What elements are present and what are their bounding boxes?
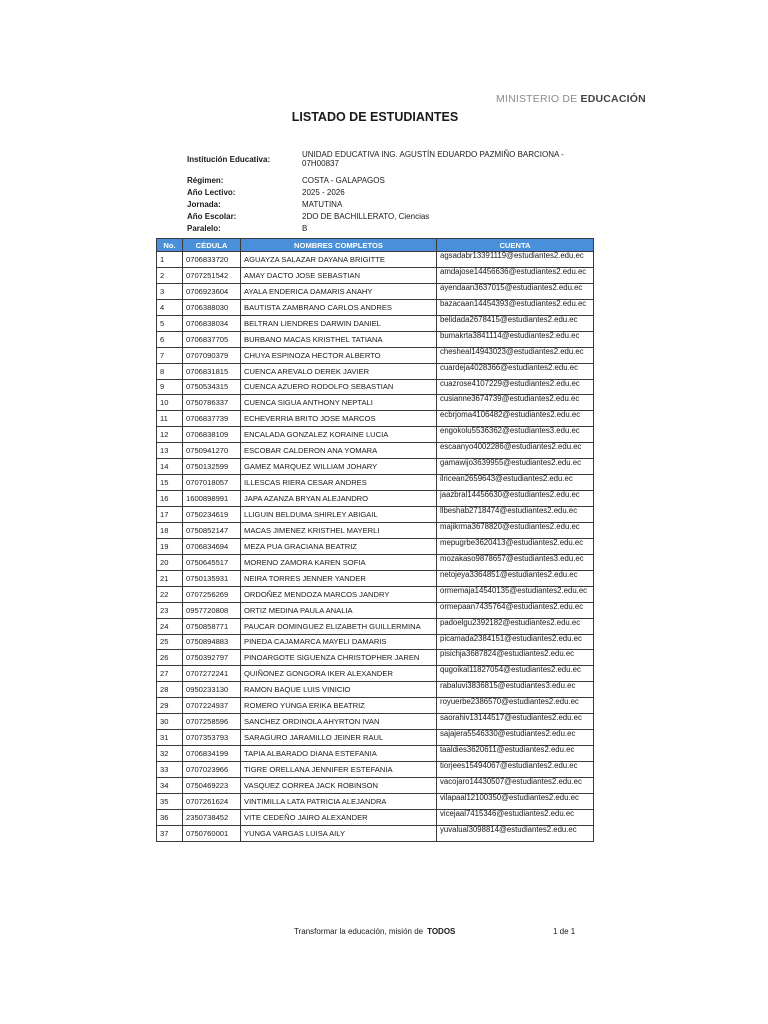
student-name-cell: AGUAYZA SALAZAR DAYANA BRIGITTE <box>241 252 437 268</box>
table-row <box>157 443 594 459</box>
row-number: 5 <box>157 315 183 331</box>
student-name-cell: CUENCA AZUERO RODOLFO SEBASTIAN <box>241 379 437 395</box>
row-number: 11 <box>157 411 183 427</box>
table-row <box>157 267 594 283</box>
meta-value: COSTA - GALAPAGOS <box>302 176 385 185</box>
student-name-cell: QUIÑONEZ GONGORA IKER ALEXANDER <box>241 666 437 682</box>
meta-value: 2025 - 2026 <box>302 188 345 197</box>
row-number: 13 <box>157 443 183 459</box>
account-email-cell: taaldies3620611@estudiantes2.edu.ec <box>437 746 594 762</box>
meta-row <box>187 200 572 212</box>
cedula-cell: 0750786337 <box>183 395 241 411</box>
cedula-cell: 0750132599 <box>183 459 241 475</box>
table-row <box>157 315 594 331</box>
student-name-cell: GAMEZ MARQUEZ WILLIAM JOHARY <box>241 459 437 475</box>
row-number: 22 <box>157 586 183 602</box>
account-email-cell: mepugrbe3620413@estudiantes2.edu.ec <box>437 538 594 554</box>
meta-row <box>187 150 572 176</box>
footer-slogan <box>294 927 455 936</box>
student-name-cell: SARAGURO JARAMILLO JEINER RAUL <box>241 730 437 746</box>
student-name-cell: YUNGA VARGAS LUISA AILY <box>241 825 437 841</box>
cedula-cell: 0750852147 <box>183 522 241 538</box>
meta-label: Jornada: <box>187 200 221 209</box>
meta-row <box>187 224 572 236</box>
account-email-cell: llbeshab2718474@estudiantes2.edu.ec <box>437 507 594 523</box>
row-number: 14 <box>157 459 183 475</box>
header-names: NOMBRES COMPLETOS <box>241 239 437 252</box>
cedula-cell: 0707251542 <box>183 267 241 283</box>
student-name-cell: TIGRE ORELLANA JENNIFER ESTEFANIA <box>241 762 437 778</box>
row-number: 30 <box>157 714 183 730</box>
meta-label: Institución Educativa: <box>187 155 271 164</box>
cedula-cell: 0706833720 <box>183 252 241 268</box>
account-email-cell: jaazbral14456630@estudiantes2.edu.ec <box>437 491 594 507</box>
row-number: 8 <box>157 363 183 379</box>
student-name-cell: ENCALADA GONZALEZ KORAINE LUCIA <box>241 427 437 443</box>
header-cedula: CÉDULA <box>183 239 241 252</box>
table-row <box>157 746 594 762</box>
page-title: LISTADO DE ESTUDIANTES <box>291 110 459 124</box>
table-row <box>157 491 594 507</box>
account-email-cell: majikrma3678820@estudiantes2.edu.ec <box>437 522 594 538</box>
table-row <box>157 762 594 778</box>
cedula-cell: 0750234619 <box>183 507 241 523</box>
cedula-cell: 0750534315 <box>183 379 241 395</box>
student-name-cell: PINOARGOTE SIGUENZA CHRISTOPHER JAREN <box>241 650 437 666</box>
table-row <box>157 793 594 809</box>
cedula-cell: 0750760001 <box>183 825 241 841</box>
meta-value: 2DO DE BACHILLERATO, Ciencias <box>302 212 430 221</box>
student-name-cell: CHUYA ESPINOZA HECTOR ALBERTO <box>241 347 437 363</box>
student-name-cell: ORDOÑEZ MENDOZA MARCOS JANDRY <box>241 586 437 602</box>
table-row <box>157 459 594 475</box>
table-row <box>157 475 594 491</box>
table-row <box>157 554 594 570</box>
cedula-cell: 0750858771 <box>183 618 241 634</box>
header-account: CUENTA <box>437 239 594 252</box>
student-name-cell: AYALA ENDERICA DAMARIS ANAHY <box>241 283 437 299</box>
cedula-cell: 0750392797 <box>183 650 241 666</box>
row-number: 28 <box>157 682 183 698</box>
account-email-cell: vicejaal7415346@estudiantes2.edu.ec <box>437 809 594 825</box>
meta-row <box>187 212 572 224</box>
student-name-cell: MEZA PUA GRACIANA BEATRIZ <box>241 538 437 554</box>
account-email-cell: tiorjees15494067@estudiantes2.edu.ec <box>437 762 594 778</box>
header-no: No. <box>157 239 183 252</box>
meta-label: Paralelo: <box>187 224 221 233</box>
account-email-cell: qugoikal11827054@estudiantes2.edu.ec <box>437 666 594 682</box>
table-row <box>157 379 594 395</box>
account-email-cell: engokolu5536362@estudiantes3.edu.ec <box>437 427 594 443</box>
cedula-cell: 0706834694 <box>183 538 241 554</box>
student-name-cell: TAPIA ALBARADO DIANA ESTEFANIA <box>241 746 437 762</box>
ministry-logo <box>496 93 646 105</box>
table-row <box>157 586 594 602</box>
student-name-cell: BAUTISTA ZAMBRANO CARLOS ANDRES <box>241 299 437 315</box>
row-number: 33 <box>157 762 183 778</box>
cedula-cell: 0706837705 <box>183 331 241 347</box>
account-email-cell: belidada2678415@estudiantes2.edu.ec <box>437 315 594 331</box>
row-number: 19 <box>157 538 183 554</box>
row-number: 4 <box>157 299 183 315</box>
account-email-cell: cusianne3674739@estudiantes2.edu.ec <box>437 395 594 411</box>
row-number: 35 <box>157 793 183 809</box>
cedula-cell: 0706834199 <box>183 746 241 762</box>
row-number: 7 <box>157 347 183 363</box>
table-row <box>157 411 594 427</box>
cedula-cell: 0707018057 <box>183 475 241 491</box>
cedula-cell: 0706388030 <box>183 299 241 315</box>
student-name-cell: CUENCA SIGUA ANTHONY NEPTALI <box>241 395 437 411</box>
account-email-cell: ormepaan7435764@estudiantes2.edu.ec <box>437 602 594 618</box>
account-email-cell: cuardeja4028366@estudiantes2.edu.ec <box>437 363 594 379</box>
footer-highlight: TODOS <box>427 927 456 936</box>
row-number: 12 <box>157 427 183 443</box>
institution-details <box>187 150 572 236</box>
account-email-cell: yuvalual3098814@estudiantes2.edu.ec <box>437 825 594 841</box>
cedula-cell: 0707023966 <box>183 762 241 778</box>
row-number: 16 <box>157 491 183 507</box>
row-number: 15 <box>157 475 183 491</box>
account-email-cell: picamada2384151@estudiantes2.edu.ec <box>437 634 594 650</box>
student-name-cell: VINTIMILLA LATA PATRICIA ALEJANDRA <box>241 793 437 809</box>
student-name-cell: PAUCAR DOMINGUEZ ELIZABETH GUILLERMINA <box>241 618 437 634</box>
account-email-cell: ecbrjoma4106482@estudiantes2.edu.ec <box>437 411 594 427</box>
meta-label: Régimen: <box>187 176 224 185</box>
cedula-cell: 0707256269 <box>183 586 241 602</box>
cedula-cell: 0750941270 <box>183 443 241 459</box>
table-row <box>157 331 594 347</box>
table-row <box>157 363 594 379</box>
account-email-cell: pisichja3687824@estudiantes2.edu.ec <box>437 650 594 666</box>
row-number: 21 <box>157 570 183 586</box>
student-name-cell: JAPA AZANZA BRYAN ALEJANDRO <box>241 491 437 507</box>
table-header-row <box>157 239 594 252</box>
student-name-cell: CUENCA AREVALO DEREK JAVIER <box>241 363 437 379</box>
row-number: 26 <box>157 650 183 666</box>
cedula-cell: 0750894883 <box>183 634 241 650</box>
account-email-cell: gamawijo3639955@estudiantes2.edu.ec <box>437 459 594 475</box>
row-number: 23 <box>157 602 183 618</box>
account-email-cell: ayendaan3637015@estudiantes2.edu.ec <box>437 283 594 299</box>
cedula-cell: 0706923604 <box>183 283 241 299</box>
row-number: 1 <box>157 252 183 268</box>
student-name-cell: NEIRA TORRES JENNER YANDER <box>241 570 437 586</box>
cedula-cell: 0707224937 <box>183 698 241 714</box>
student-name-cell: SANCHEZ ORDINOLA AHYRTON IVAN <box>241 714 437 730</box>
row-number: 6 <box>157 331 183 347</box>
row-number: 17 <box>157 507 183 523</box>
table-row <box>157 252 594 268</box>
account-email-cell: padoelgu2392182@estudiantes2.edu.ec <box>437 618 594 634</box>
table-row <box>157 618 594 634</box>
row-number: 3 <box>157 283 183 299</box>
cedula-cell: 2350738452 <box>183 809 241 825</box>
table-row <box>157 299 594 315</box>
meta-row <box>187 176 572 188</box>
table-row <box>157 570 594 586</box>
table-row <box>157 347 594 363</box>
row-number: 2 <box>157 267 183 283</box>
account-email-cell: escaanyo4002286@estudiantes2.edu.ec <box>437 443 594 459</box>
account-email-cell: rabaluvi3836815@estudiantes3.edu.ec <box>437 682 594 698</box>
cedula-cell: 0950233130 <box>183 682 241 698</box>
cedula-cell: 1600898991 <box>183 491 241 507</box>
table-row <box>157 507 594 523</box>
logo-text-light: MINISTERIO DE <box>496 93 578 105</box>
cedula-cell: 0707353793 <box>183 730 241 746</box>
student-name-cell: ORTIZ MEDINA PAULA ANALIA <box>241 602 437 618</box>
row-number: 10 <box>157 395 183 411</box>
cedula-cell: 0707261624 <box>183 793 241 809</box>
account-email-cell: royuerbe2386570@estudiantes2.edu.ec <box>437 698 594 714</box>
row-number: 20 <box>157 554 183 570</box>
row-number: 18 <box>157 522 183 538</box>
student-name-cell: ECHEVERRIA BRITO JOSE MARCOS <box>241 411 437 427</box>
account-email-cell: cuazrose4107229@estudiantes2.edu.ec <box>437 379 594 395</box>
meta-label: Año Escolar: <box>187 212 237 221</box>
student-name-cell: BELTRAN LIENDRES DARWIN DANIEL <box>241 315 437 331</box>
logo-text-bold: EDUCACIÓN <box>580 93 646 105</box>
cedula-cell: 0957720808 <box>183 602 241 618</box>
table-row <box>157 809 594 825</box>
account-email-cell: chesheal14943023@estudiantes2.edu.ec <box>437 347 594 363</box>
account-email-cell: vacojaro14430507@estudiantes2.edu.ec <box>437 777 594 793</box>
account-email-cell: mozakaso9878657@estudiantes3.edu.ec <box>437 554 594 570</box>
row-number: 27 <box>157 666 183 682</box>
cedula-cell: 0707258596 <box>183 714 241 730</box>
table-row <box>157 522 594 538</box>
account-email-cell: bazacaan14454393@estudiantes2.edu.ec <box>437 299 594 315</box>
cedula-cell: 0750645517 <box>183 554 241 570</box>
page-number: 1 de 1 <box>553 927 576 936</box>
table-row <box>157 698 594 714</box>
student-name-cell: VASQUEZ CORREA JACK ROBINSON <box>241 777 437 793</box>
footer-text: Transformar la educación, misión de <box>294 927 424 936</box>
student-name-cell: VITE CEDEÑO JAIRO ALEXANDER <box>241 809 437 825</box>
meta-row <box>187 188 572 200</box>
account-email-cell: sajajera5546330@estudiantes2.edu.ec <box>437 730 594 746</box>
cedula-cell: 0750469223 <box>183 777 241 793</box>
table-row <box>157 714 594 730</box>
account-email-cell: agsadabr13391119@estudiantes2.edu.ec <box>437 252 594 268</box>
row-number: 32 <box>157 746 183 762</box>
meta-value: UNIDAD EDUCATIVA ING. AGUSTÍN EDUARDO PAZMIÑO BARCIONA - 07H00837 <box>302 150 564 168</box>
meta-value: B <box>302 224 308 233</box>
table-row <box>157 283 594 299</box>
table-row <box>157 538 594 554</box>
student-name-cell: AMAY DACTO JOSE SEBASTIAN <box>241 267 437 283</box>
cedula-cell: 0706837739 <box>183 411 241 427</box>
table-row <box>157 666 594 682</box>
table-row <box>157 650 594 666</box>
student-name-cell: ESCOBAR CALDERON ANA YOMARA <box>241 443 437 459</box>
student-name-cell: LLIGUIN BELDUMA SHIRLEY ABIGAIL <box>241 507 437 523</box>
student-name-cell: BURBANO MACAS KRISTHEL TATIANA <box>241 331 437 347</box>
account-email-cell: netojeya3364851@estudiantes2.edu.ec <box>437 570 594 586</box>
row-number: 29 <box>157 698 183 714</box>
table-row <box>157 777 594 793</box>
meta-label: Año Lectivo: <box>187 188 236 197</box>
students-table <box>156 238 594 842</box>
row-number: 34 <box>157 777 183 793</box>
account-email-cell: saorahiv13144517@estudiantes2.edu.ec <box>437 714 594 730</box>
row-number: 37 <box>157 825 183 841</box>
row-number: 25 <box>157 634 183 650</box>
row-number: 36 <box>157 809 183 825</box>
student-name-cell: MACAS JIMENEZ KRISTHEL MAYERLI <box>241 522 437 538</box>
cedula-cell: 0706838109 <box>183 427 241 443</box>
student-name-cell: ILLESCAS RIERA CESAR ANDRES <box>241 475 437 491</box>
cedula-cell: 0707090379 <box>183 347 241 363</box>
cedula-cell: 0706831815 <box>183 363 241 379</box>
row-number: 24 <box>157 618 183 634</box>
cedula-cell: 0707272241 <box>183 666 241 682</box>
table-row <box>157 427 594 443</box>
student-name-cell: MORENO ZAMORA KAREN SOFIA <box>241 554 437 570</box>
table-row <box>157 730 594 746</box>
account-email-cell: ormemaja14540135@estudiantes2.edu.ec <box>437 586 594 602</box>
student-name-cell: RAMON BAQUE LUIS VINICIO <box>241 682 437 698</box>
cedula-cell: 0750135931 <box>183 570 241 586</box>
table-row <box>157 634 594 650</box>
account-email-cell: ilricean2659643@estudiantes2.edu.ec <box>437 475 594 491</box>
student-name-cell: PINEDA CAJAMARCA MAYELI DAMARIS <box>241 634 437 650</box>
row-number: 31 <box>157 730 183 746</box>
table-row <box>157 825 594 841</box>
cedula-cell: 0706838034 <box>183 315 241 331</box>
account-email-cell: bumakrta3841114@estudiantes2.edu.ec <box>437 331 594 347</box>
account-email-cell: amdajose14456636@estudiantes2.edu.ec <box>437 267 594 283</box>
row-number: 9 <box>157 379 183 395</box>
student-name-cell: ROMERO YUNGA ERIKA BEATRIZ <box>241 698 437 714</box>
account-email-cell: vilapaal12100350@estudiantes2.edu.ec <box>437 793 594 809</box>
table-row <box>157 602 594 618</box>
meta-value: MATUTINA <box>302 200 343 209</box>
table-row <box>157 682 594 698</box>
table-row <box>157 395 594 411</box>
